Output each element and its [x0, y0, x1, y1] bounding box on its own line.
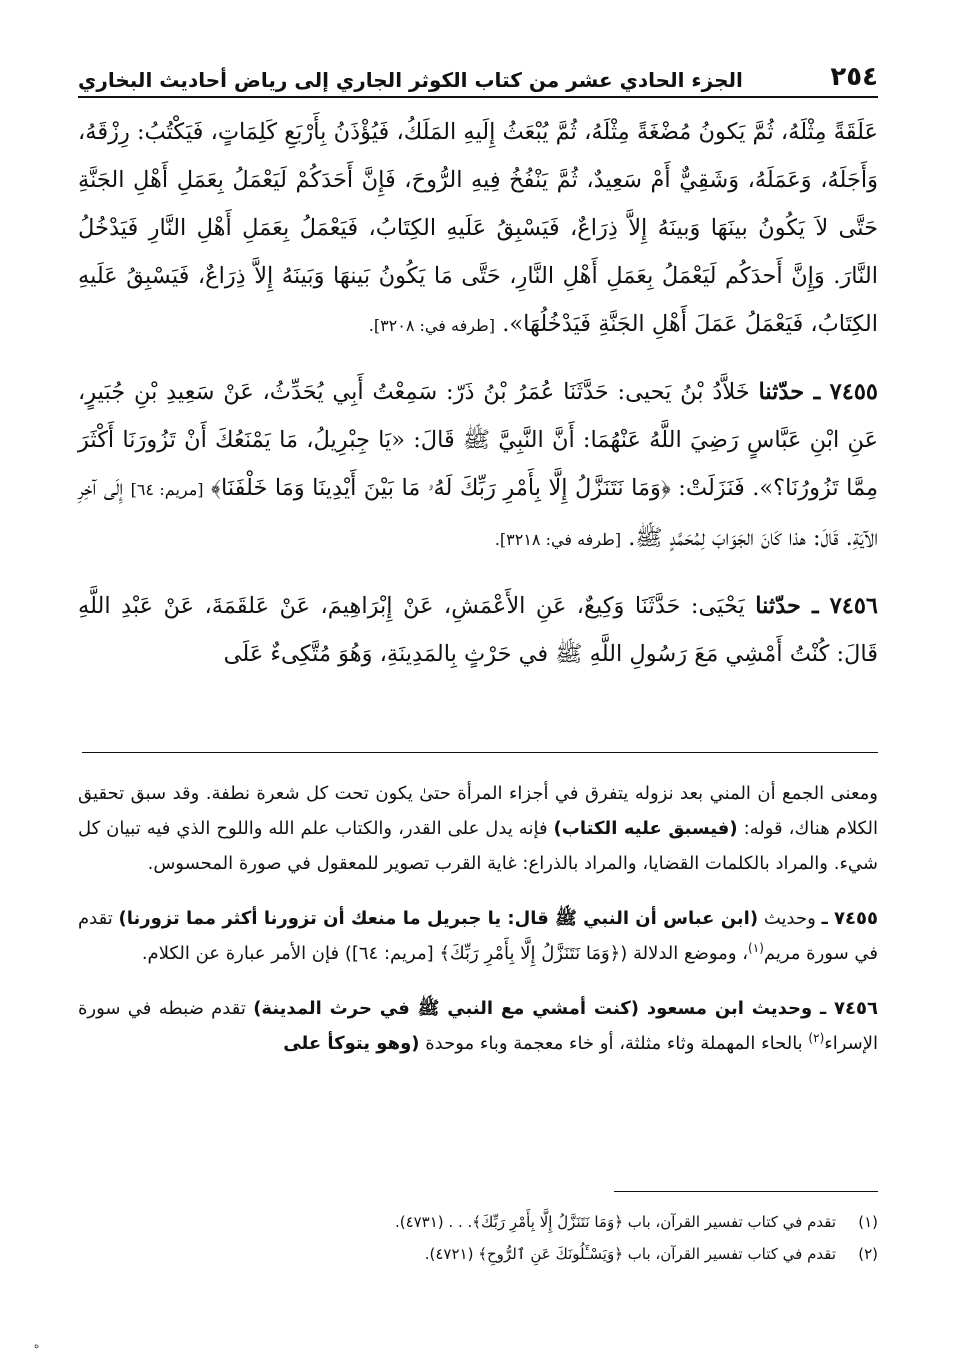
commentary-text: تقدم ضبطه في سورة الإسراء — [78, 998, 878, 1054]
hadith-body-end: إِلَى آخِرِ الآيَةِ. قَالَ: هذا كَانَ الجَوَابَ لِمُحَمَّدٍ ﷺ. — [78, 475, 878, 551]
cross-reference: [طرفه في: ٣٢١٨]. — [494, 530, 622, 549]
commentary-para-7456 — [78, 991, 878, 1061]
commentary-quote: (ابن عباس أن النبي ﷺ قال: يا جبريل ما منعك أن تزورنا أكثر مما تزورنا) — [118, 908, 759, 929]
commentary-text: تقدم في سورة مريم — [78, 908, 878, 964]
hadith-7455 — [78, 368, 878, 564]
commentary-divider — [82, 752, 878, 753]
footnote-marker: (٢) — [808, 1031, 825, 1045]
commentary-quote: ٧٤٥٦ ـ وحديث ابن مسعود (كنت أمشي مع النبي ﷺ في حرث المدينة) — [253, 998, 878, 1019]
commentary-text: بالحاء المهملة وثاء مثلثة، أو خاء معجمة وباء موحدة — [425, 1033, 803, 1054]
hadith-number: ٧٤٥٥ ـ حدّثنا — [758, 379, 879, 405]
corner-mark: ه — [34, 1340, 40, 1351]
commentary — [78, 776, 878, 1081]
footnote-text: تقدم في كتاب تفسير القرآن، باب ﴿وَمَا نَتَنَزَّلُ إِلَّا بِأَمْرِ رَبِّكَ﴾. . . (٤٧٣١). — [394, 1213, 836, 1231]
page-number: ٢٥٤ — [830, 62, 878, 92]
footnote-rule — [614, 1191, 878, 1192]
hadith-body: يَحْيَى: حَدَّثَنَا وَكِيعٌ، عَنِ الأَعْمَشِ، عَنْ إِبْرَاهِيمَ، عَنْ عَلقَمَةَ، عَنْ عَبْدِ اللَّهِ قَالَ: كُنْتُ أَمْشِي مَعَ رَسُولِ اللَّهِ ﷺ في حَرْثٍ بِالمَدِينَةِ، وَهُوَ مُتَّكِىءٌ عَلَى — [78, 593, 878, 667]
cross-reference: [طرفه في: ٣٢٠٨]. — [368, 316, 496, 335]
hadith-continuation-text: عَلَقَةً مِثْلَهُ، ثُمَّ يَكونُ مُضْغَةً مِثْلَهُ، ثُمَّ يُبْعَثُ إِلَيهِ المَلَكُ، فَيُؤْذَنُ بِأَرْبَعِ كَلِمَاتٍ، فَيَكْتُبُ: رِزْقَهُ، وَأَجَلَهُ، وَعَمَلَهُ، وَشَقِيٌّ أَمْ سَعِيدٌ، ثُمَّ يَنْفُخُ فِيهِ الرُّوحَ، فَإِنَّ أَحَدَكُمْ لَيَعْمَلُ بِعَمَلِ أَهْلِ الجَنَّةِ حَتَّى لاَ يَكُونُ بينَهَا وَبينَهُ إِلاَّ ذِرَاعٌ، فَيَسْبِقُ عَلَيهِ الكِتَابُ، فَيَعْمَلُ بِعَمَلِ أَهْلِ النَّارِ فَيَدْخُلُ النَّارَ. وَإِنَّ أَحدَكُم لَيَعْمَلُ بِعَمَلِ أَهْلِ النَّارِ، حَتَّى مَا يَكُونُ بَينهَا وَبَينَهُ إِلاَّ ذِرَاعٌ، فَيَسْبِقُ عَلَيهِ الكِتَابُ، فَيَعْمَلُ عَمَلَ أَهْلِ الجَنَّةِ فَيَدْخُلُهَا». — [78, 119, 878, 337]
footnotes — [78, 1206, 878, 1270]
commentary-text: فإنه يدل على القدر، والكتاب علم الله واللوح الذي فيه تبيان كل شيء. والمراد بالكلمات القضايا، والمراد بالذراع: غاية القرب تصوير للمعقول في صورة المحسوس. — [78, 818, 878, 874]
hadith-body: خَلاَّدُ بْنُ يَحيى: حَدَّثَنَا عُمَرُ بْنُ ذَرّ: سَمِعْتُ أَبِي يُحَدِّثُ، عَنْ سَعِيدِ بْنِ جُبَيرٍ، عَنِ ابْنِ عَبَّاسٍ رَضِيَ اللَّهُ عَنْهُمَا: أَنَّ النَّبِيَّ ﷺ قَالَ: «يَا جِبْرِيلُ، مَا يَمْنَعُكَ أَنْ تَزُورَنَا أَكْثَرَ مِمَّا تَزُورُنَا؟». فَنَزَلَتْ: ﴿وَمَا نَتَنَزَّلُ إِلَّا بِأَمْرِ رَبِّكَ لَهُۥ مَا بَيْنَ أَيْدِينَا وَمَا خَلْفَنَا﴾ — [78, 379, 879, 501]
surah-reference: [مريم: ٦٤] — [130, 480, 204, 499]
footnote-mark: (٢) — [858, 1245, 878, 1263]
footnote-marker: (١) — [748, 941, 764, 955]
running-title: الجزء الحادي عشر من كتاب الكوثر الجاري إلى رياض أحاديث البخاري — [78, 68, 743, 92]
hadith-number: ٧٤٥٦ ـ حدّثنا — [755, 593, 879, 619]
commentary-para-7455 — [78, 901, 878, 971]
hadith-7456 — [78, 582, 878, 678]
commentary-number: ٧٤٥٥ ـ — [821, 908, 878, 929]
footnote — [78, 1206, 878, 1238]
commentary-para-1 — [78, 776, 878, 881]
footnote-text: تقدم في كتاب تفسير القرآن، باب ﴿وَيَسْـَٔلُونَكَ عَنِ ٱلرُّوحِ﴾ (٤٧٢١). — [424, 1245, 836, 1263]
commentary-text: ، وموضع الدلالة (﴿وَمَا نَتَنَزَّلُ إِلَّا بِأَمْرِ رَبِّكَ﴾ [مريم: ٦٤]) فإن الأمر عبارة عن الكلام. — [141, 943, 749, 964]
hadith-continuation — [78, 108, 878, 350]
hadith-text — [78, 108, 878, 696]
page-header — [78, 52, 878, 98]
commentary-text: وحديث — [763, 908, 816, 929]
footnote — [78, 1238, 878, 1270]
commentary-text: ومعنى الجمع أن المني بعد نزوله يتفرق في أجزاء المرأة حتىٰ يكون تحت كل شعرة نطفة. وقد سبق تحقيق الكلام هناك، قوله: — [78, 783, 878, 839]
commentary-quote: (فيسبق عليه الكتاب) — [553, 818, 738, 839]
footnote-mark: (١) — [858, 1213, 878, 1231]
commentary-quote: (وهو يتوكأ على — [283, 1033, 420, 1054]
